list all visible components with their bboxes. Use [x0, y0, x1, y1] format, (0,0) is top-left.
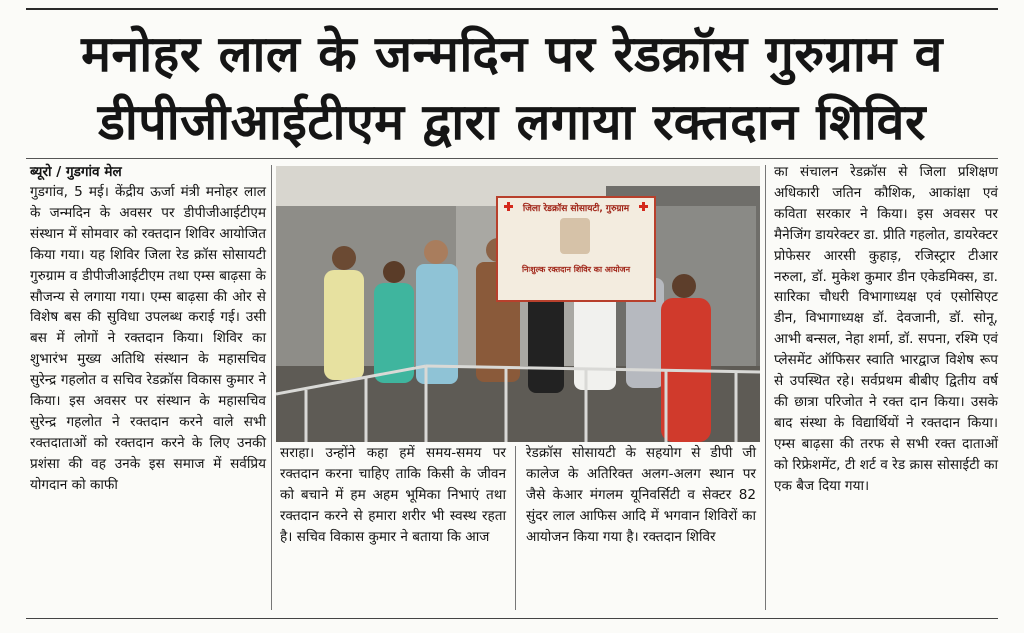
- column-divider-1: [271, 165, 272, 610]
- redcross-banner: [496, 196, 656, 302]
- banner-subtitle: निःशुल्क रक्तदान शिविर का आयोजन: [521, 265, 631, 274]
- column-4-text: का संचालन रेडक्रॉस से जिला प्रशिक्षण अधिकारी जतिन कौशिक, आकांक्षा एवं कविता सरकार ने किया। इस अवसर पर मैनेजिंग डायरेक्टर डा. प्रीति गहलोत, डायरेक्टर प्रोफेसर आरसी कुहाड़, रजिस्ट्रार टीआर नरुला, डॉ. मुकेश कुमार डीन एकेडमिक्स, डा. सारिका चौधरी विभागाध्यक्ष एवं एसोसिएट डीन, विभागाध्यक्ष डॉ. देवजानी, डॉ. सोनू, आभी बन्सल, नेहा शर्मा, डॉ. सपना, रश्मि एवं प्लेसमेंट ऑफिसर स्वाति भारद्वाज विशेष रूप से उपस्थित रहे। सर्वप्रथम बीबीए द्वितीय वर्ष की छात्रा परिजोत ने रक्त दान किया। उसके बाद संस्था के विद्यार्थियों ने रक्तदान किया। एम्स बाढ़सा की तरफ से सभी रक्त दाताओं को रिफ्रेशमेंट, टी शर्ट व रेड क्रास सोसाईटी का एक बैज दिया गया।: [774, 164, 998, 494]
- headline-rule: [26, 158, 998, 159]
- column-divider-2: [515, 446, 516, 610]
- top-rule: [26, 8, 998, 10]
- headline-line-1: मनोहर लाल के जन्मदिन पर रेडक्रॉस गुरुग्राम व: [81, 25, 943, 83]
- banner-title: जिला रेडक्रॉस सोसायटी, गुरुग्राम: [522, 204, 630, 214]
- headline-line-2: डीपीजीआईटीएम द्वारा लगाया रक्तदान शिविर: [98, 93, 926, 151]
- portrait-image: [560, 218, 590, 254]
- bottom-rule: [26, 618, 998, 619]
- event-photo: [276, 166, 760, 442]
- column-divider-3: [765, 165, 766, 610]
- column-1: [30, 162, 266, 496]
- column-3: [526, 443, 756, 548]
- column-4: [774, 162, 998, 497]
- column-2-text: सराहा। उन्होंने कहा हमें समय-समय पर रक्तदान करना चाहिए ताकि किसी के जीवन को बचाने में हम अहम भूमिका निभाएं तथा रक्तदान करने से हमारा शरीर भी स्वस्थ रहता है। सचिव विकास कुमार ने बताया कि आज: [280, 445, 506, 545]
- byline: ब्यूरो / गुडगांव मेल: [30, 164, 122, 180]
- column-3-text: रेडक्रॉस सोसायटी के सहयोग से डीपी जी कालेज के अतिरिक्त अलग-अलग स्थान पर जैसे केआर मंगलम यूनिवर्सिटी व सेक्टर 82 सुंदर लाल आफिस आदि में भगवान शिविरों का आयोजन किया गया है। रक्तदान शिविर: [526, 445, 756, 545]
- column-1-text: गुडगांव, 5 मई। केंद्रीय ऊर्जा मंत्री मनोहर लाल के जन्मदिन के अवसर पर डीपीजीआईटीएम संस्थान में सोमवार को रक्तदान शिविर आयोजित किया गया। यह शिविर जिला रेड क्रॉस सोसायटी गुरुग्राम व डीपीजीआईटीएम तथा एम्स बाढ़सा के सौजन्य से लगाया गया। एम्स बाढ़सा की ओर से विशेष बस की सुविधा उपलब्ध कराई गई। उसी बस में लोगों ने रक्तदान किया। शिविर का शुभारंभ मुख्य अतिथि संस्थान के महासचिव सुरेन्द्र गहलोत व सचिव रेडक्रॉस विकास कुमार ने किया। इस अवसर पर संस्थान के महासचिव सुरेन्द्र गहलोत ने रक्तदान करने वाले सभी रक्तदाताओं को रक्तदान करने के लिए उनकी प्रशंसा की वह उनके इस समाज में सर्वप्रिय योगदान को काफी: [30, 184, 266, 493]
- column-2: [280, 443, 506, 548]
